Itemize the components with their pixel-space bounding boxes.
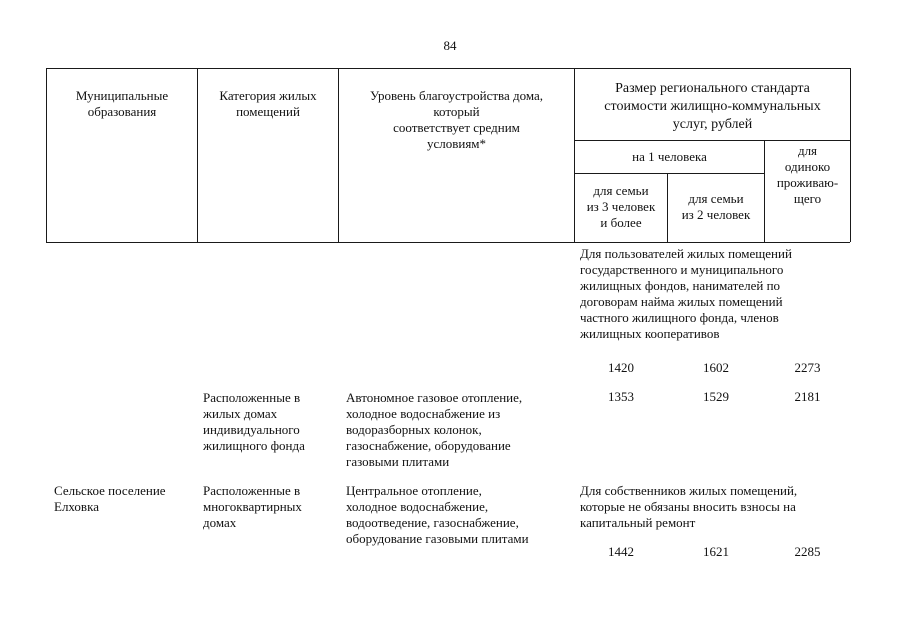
header-level: Уровень благоустройства дома, который соответствует средним условиям* [369, 88, 544, 151]
header-standard: Размер регионального стандарта стоимости жилищно-коммунальных услуг, рублей [604, 81, 821, 132]
header-divider-standard [574, 140, 850, 141]
header-category: Категория жилых помещений [219, 88, 317, 119]
header-per-person: на 1 человека [632, 149, 707, 164]
group-label-owners: Для собственников жилых помещений, которые не обязаны вносить взносы на капитальный ремонт [580, 483, 798, 530]
header-border-right [850, 68, 851, 242]
header-bottom-border [46, 242, 850, 243]
header-family2: для семьи из 2 человек [681, 191, 751, 222]
value-single: 2285 [794, 544, 821, 559]
value-family3: 1420 [608, 360, 634, 375]
value-family2: 1602 [703, 360, 729, 375]
value-family2: 1621 [703, 544, 729, 559]
row-municipality: Сельское поселение Елховка [54, 483, 166, 514]
value-family2: 1529 [703, 389, 729, 404]
header-top-border [46, 68, 850, 69]
value-family3: 1353 [608, 389, 634, 404]
header-single: для одиноко проживаю- щего [776, 143, 839, 206]
row-category: Расположенные в многоквартирных домах [203, 483, 302, 530]
value-single: 2273 [794, 360, 821, 375]
header-municipality: Муниципальные образования [75, 88, 169, 119]
page-number: 84 [443, 38, 457, 53]
header-divider-per-person [574, 173, 764, 174]
row-level: Центральное отопление, холодное водоснабжение, водоотведение, газоснабжение, оборудование газовыми плитами [346, 483, 529, 546]
row-level: Автономное газовое отопление, холодное водоснабжение из водоразборных колонок, газоснабжение, оборудование газовыми плитами [346, 390, 523, 469]
value-single: 2181 [794, 389, 821, 404]
group-label-tenants: Для пользователей жилых помещений государственного и муниципального жилищных фондов, нанимателей по договорам найма жилых помещений частного жилищного фонда, членов жилищных кооперативов [580, 246, 792, 341]
header-family3: для семьи из 3 человек и более [586, 183, 656, 230]
row-category: Расположенные в жилых домах индивидуального жилищного фонда [203, 390, 305, 453]
value-family3: 1442 [608, 544, 634, 559]
